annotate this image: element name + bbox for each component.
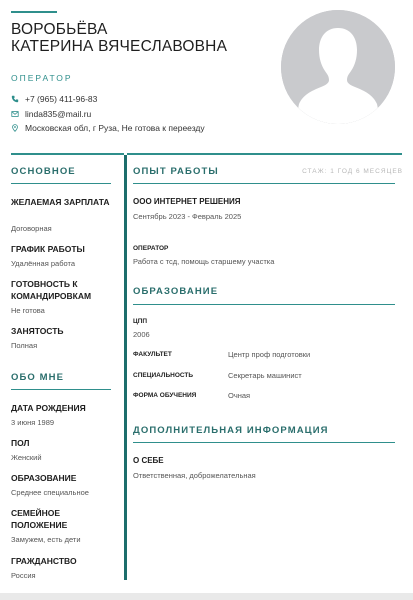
citizenship-value: Россия	[11, 571, 36, 580]
education-level-value: Среднее специальное	[11, 488, 89, 497]
section-title-about: ОБО МНЕ	[11, 372, 65, 383]
study-form-value: Очная	[228, 391, 251, 400]
section-underline-about	[11, 389, 111, 390]
job-role-label: ОПЕРАТОР	[133, 245, 169, 252]
location-contact	[11, 123, 205, 133]
faculty-value: Центр проф подготовки	[228, 350, 311, 359]
section-title-additional: ДОПОЛНИТЕЛЬНАЯ ИНФОРМАЦИЯ	[133, 425, 329, 436]
phone-icon	[11, 95, 19, 103]
email-address: linda835@mail.ru	[25, 109, 92, 119]
full-name	[11, 21, 227, 55]
marital-status-value: Замужем, есть дети	[11, 535, 81, 544]
page-bottom-edge	[0, 593, 413, 600]
citizenship-label: ГРАЖДАНСТВО	[11, 556, 77, 566]
specialty-value: Секретарь машинист	[228, 371, 302, 380]
schedule-value: Удалённая работа	[11, 259, 76, 268]
surname: ВОРОБЬЁВА	[11, 21, 108, 38]
employment-period: Сентябрь 2023 - Февраль 2025	[133, 212, 242, 221]
section-title-education: ОБРАЗОВАНИЕ	[133, 286, 219, 297]
tenure-label: СТАЖ: 1 ГОД 6 МЕСЯЦЕВ	[302, 168, 403, 175]
employment-value: Полная	[11, 341, 38, 350]
salary-value: Договорная	[11, 224, 52, 233]
about-self-label: О СЕБЕ	[133, 456, 164, 465]
location-text: Московская обл, г Руза, Не готова к переезду	[25, 123, 205, 133]
business-trips-value: Не готова	[11, 306, 45, 315]
birth-date-value: 3 июня 1989	[11, 418, 55, 427]
column-divider	[124, 155, 127, 580]
section-title-experience: ОПЫТ РАБОТЫ	[133, 166, 219, 177]
gender-label: ПОЛ	[11, 438, 30, 448]
company-name: ООО ИНТЕРНЕТ РЕШЕНИЯ	[133, 197, 241, 206]
phone-contact[interactable]	[11, 94, 97, 104]
phone-number: +7 (965) 411-96-83	[25, 94, 98, 104]
header-accent-line	[11, 11, 57, 13]
section-underline-basic	[11, 183, 111, 184]
section-underline-additional	[133, 442, 395, 443]
marital-status-label: СЕМЕЙНОЕ ПОЛОЖЕНИЕ	[11, 508, 68, 530]
business-trips-label: ГОТОВНОСТЬ К КОМАНДИРОВКАМ	[11, 279, 92, 301]
about-self-text: Ответственная, доброжелательная	[133, 471, 256, 480]
map-pin-icon	[11, 124, 19, 132]
section-underline-education	[133, 304, 395, 305]
education-level-label: ОБРАЗОВАНИЕ	[11, 473, 77, 483]
birth-date-label: ДАТА РОЖДЕНИЯ	[11, 403, 86, 413]
given-names: КАТЕРИНА ВЯЧЕСЛАВОВНА	[11, 38, 228, 55]
graduation-year: 2006	[133, 330, 150, 339]
schedule-label: ГРАФИК РАБОТЫ	[11, 244, 85, 254]
position-title: ОПЕРАТОР	[11, 73, 73, 83]
person-silhouette-icon	[281, 10, 395, 124]
section-underline-experience	[133, 183, 395, 184]
faculty-label: ФАКУЛЬТЕТ	[133, 351, 172, 358]
specialty-label: СПЕЦИАЛЬНОСТЬ	[133, 372, 194, 379]
email-contact[interactable]	[11, 109, 91, 119]
avatar	[281, 10, 395, 124]
salary-label: ЖЕЛАЕМАЯ ЗАРПЛАТА	[11, 197, 110, 207]
study-form-label: ФОРМА ОБУЧЕНИЯ	[133, 392, 197, 399]
right-column-top-rule	[127, 153, 402, 155]
section-title-basic: ОСНОВНОЕ	[11, 166, 76, 177]
gender-value: Женский	[11, 453, 42, 462]
employment-label: ЗАНЯТОСТЬ	[11, 326, 64, 336]
envelope-icon	[11, 110, 19, 118]
job-duties: Работа с тсд, помощь старшему участка	[133, 257, 275, 266]
institution-name: ЦПП	[133, 318, 148, 325]
left-column-top-rule	[11, 153, 124, 155]
